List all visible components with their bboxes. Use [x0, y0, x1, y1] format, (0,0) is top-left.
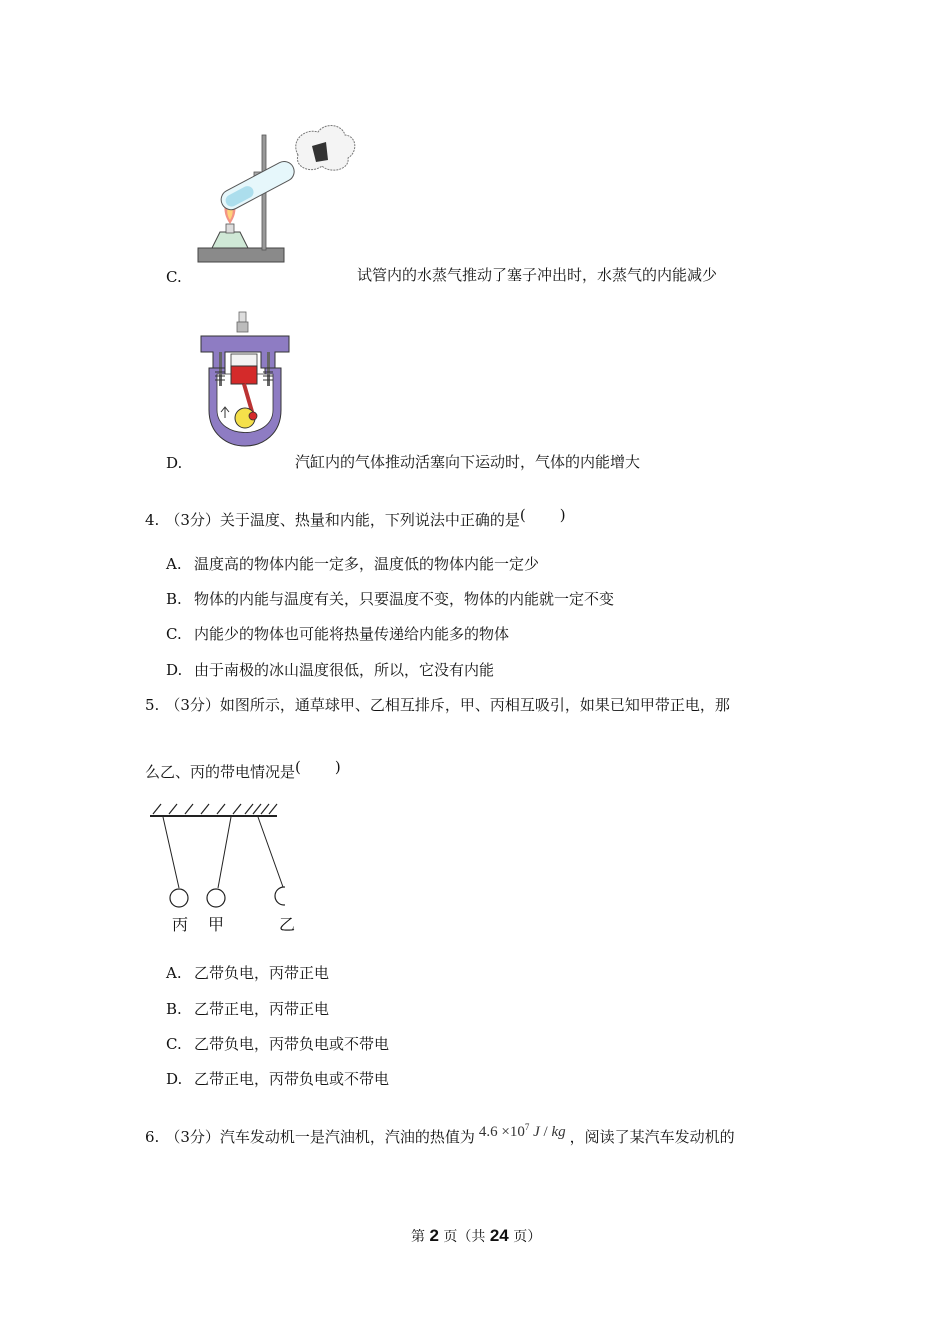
- question-score: （3分）: [165, 511, 220, 529]
- question-text-continued: ，阅读了某汽车发动机的: [569, 1128, 735, 1146]
- value-exponent: 7: [524, 1122, 530, 1132]
- q5-stem-line2: [145, 758, 341, 782]
- label-bing: 丙: [172, 915, 189, 934]
- q5-option-d: [166, 1069, 389, 1089]
- question-text: 么乙、丙的带电情况是: [145, 763, 296, 781]
- q3-option-c: [166, 267, 194, 287]
- q5-stem-line1: [145, 695, 730, 715]
- option-text: 由于南极的冰山温度很低，所以，它没有内能: [194, 661, 495, 679]
- q4-option-a: [166, 554, 539, 574]
- option-letter: B.: [166, 590, 182, 608]
- footer-mid: 页（共: [443, 1229, 486, 1245]
- option-letter: C.: [166, 625, 182, 643]
- paren-close: ): [334, 758, 341, 776]
- pith-balls-figure: [145, 800, 285, 910]
- option-letter: D.: [166, 661, 183, 679]
- question-text: 汽车发动机一是汽油机，汽油的热值为: [219, 1128, 475, 1146]
- question-text: 如图所示，通草球甲、乙相互排斥，甲、丙相互吸引，如果已知甲带正电，那: [219, 696, 730, 714]
- option-letter: D.: [166, 454, 183, 472]
- q5-option-a: [166, 963, 329, 983]
- unit-slash: /: [539, 1124, 552, 1140]
- option-text: 内能少的物体也可能将热量传递给内能多的物体: [194, 625, 510, 643]
- q5-option-b: [166, 999, 329, 1019]
- footer-prefix: 第: [411, 1229, 425, 1245]
- q6-stem: [145, 1123, 735, 1148]
- unit-joule: J: [533, 1124, 540, 1140]
- test-tube-steam-figure: [190, 120, 360, 270]
- value-base: 4.6 ×10: [478, 1124, 525, 1140]
- q4-option-d: [166, 660, 494, 680]
- question-number: 5.: [145, 696, 160, 714]
- paren-open: (: [295, 758, 301, 776]
- option-letter: A.: [166, 964, 182, 982]
- page-footer: [411, 1226, 541, 1247]
- option-letter: D.: [166, 1070, 183, 1088]
- option-letter: C.: [166, 268, 182, 286]
- option-text: 乙带负电，丙带负电或不带电: [194, 1035, 390, 1053]
- q3-option-c-text: 试管内的水蒸气推动了塞子冲出时，水蒸气的内能减少: [357, 266, 718, 284]
- label-jia: 甲: [208, 915, 225, 934]
- option-text: 温度高的物体内能一定多，温度低的物体内能一定少: [194, 555, 540, 573]
- option-text: 乙带正电，丙带负电或不带电: [194, 1070, 390, 1088]
- paren-close: ): [559, 506, 566, 524]
- question-number: 6.: [145, 1128, 160, 1146]
- option-letter: C.: [166, 1035, 182, 1053]
- q4-option-c: [166, 624, 509, 644]
- total-pages: 24: [489, 1226, 509, 1245]
- q5-option-c: [166, 1034, 389, 1054]
- question-score: （3分）: [165, 696, 220, 714]
- paren-open: (: [519, 506, 526, 524]
- heat-value-formula: [479, 1124, 566, 1140]
- footer-suffix: 页）: [513, 1229, 542, 1245]
- q4-option-b: [166, 589, 614, 609]
- q3-option-d: [166, 453, 194, 473]
- question-text: 关于温度、热量和内能，下列说法中正确的是: [219, 511, 520, 529]
- option-letter: A.: [166, 555, 182, 573]
- option-text: 物体的内能与温度有关，只要温度不变，物体的内能就一定不变: [194, 590, 615, 608]
- question-score: （3分）: [165, 1128, 220, 1146]
- option-text: 乙带正电，丙带正电: [194, 1000, 330, 1018]
- current-page: 2: [429, 1226, 439, 1245]
- q3-option-d-text: 汽缸内的气体推动活塞向下运动时，气体的内能增大: [295, 453, 641, 471]
- option-text: 乙带负电，丙带正电: [194, 964, 330, 982]
- q4-stem: [145, 506, 566, 530]
- unit-kg: kg: [551, 1124, 566, 1140]
- question-number: 4.: [145, 511, 160, 529]
- option-letter: B.: [166, 1000, 182, 1018]
- label-yi: 乙: [279, 915, 296, 934]
- engine-cylinder-figure: [195, 310, 295, 455]
